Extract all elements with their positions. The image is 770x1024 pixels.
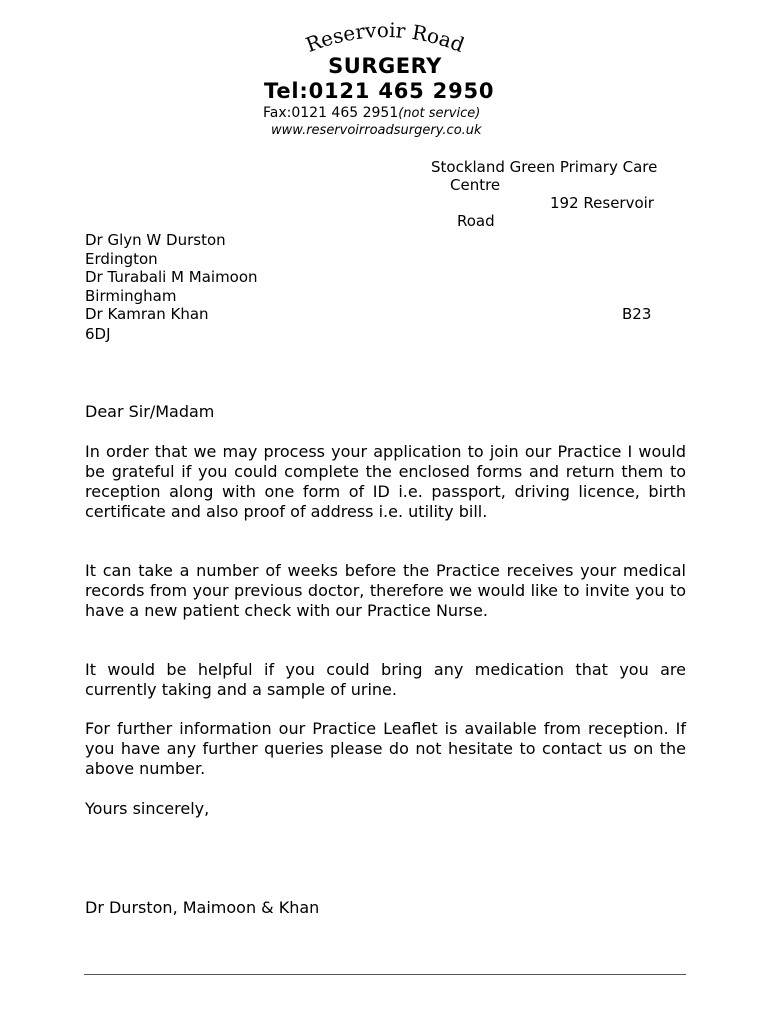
doctor-name-2: Dr Turabali M Maimoon [85,268,258,286]
signature: Dr Durston, Maimoon & Khan [85,898,320,917]
closing: Yours sincerely, [85,799,210,818]
salutation: Dear Sir/Madam [85,402,215,421]
postcode-part-2: 6DJ [85,325,111,343]
address-line-2: Centre [450,176,501,194]
address-line-1: Stockland Green Primary Care [431,158,658,176]
fax-number: Fax:0121 465 2951 [263,105,399,121]
paragraph-4: For further information our Practice Leaflet is available from reception. If you have any further queries please do not hesitate to contact us on the above number. [85,719,686,778]
address-line-4: Road [457,212,495,230]
doctor-name-3: Dr Kamran Khan [85,305,209,323]
paragraph-3: It would be helpful if you could bring any medication that you are currently taking and a sample of urine. [85,660,686,699]
logo-text: Reservoir Road [302,22,468,58]
surgery-heading: SURGERY [328,54,442,78]
address-line-3: 192 Reservoir [550,194,654,212]
paragraph-1: In order that we may process your application to join our Practice I would be grateful if you could complete the enclosed forms and return them to reception along with one form of ID i.e. passport, driving licence, birth certificate and also proof of address i.e. utility bill. [85,442,686,521]
footer-divider [84,974,686,975]
paragraph-2: It can take a number of weeks before the Practice receives your medical records from your previous doctor, therefore we would like to invite you to have a new patient check with our Practice Nurse. [85,561,686,620]
doctor-name-1: Dr Glyn W Durston [85,231,226,249]
address-town: Erdington [85,250,158,268]
fax-note: (not service) [398,106,481,121]
surgery-logo [300,22,470,58]
fax-line [263,105,480,121]
website-link: www.reservoirroadsurgery.co.uk [271,123,482,138]
telephone-number: Tel:0121 465 2950 [264,79,495,103]
postcode-part-1: B23 [622,305,652,323]
address-city: Birmingham [85,287,177,305]
